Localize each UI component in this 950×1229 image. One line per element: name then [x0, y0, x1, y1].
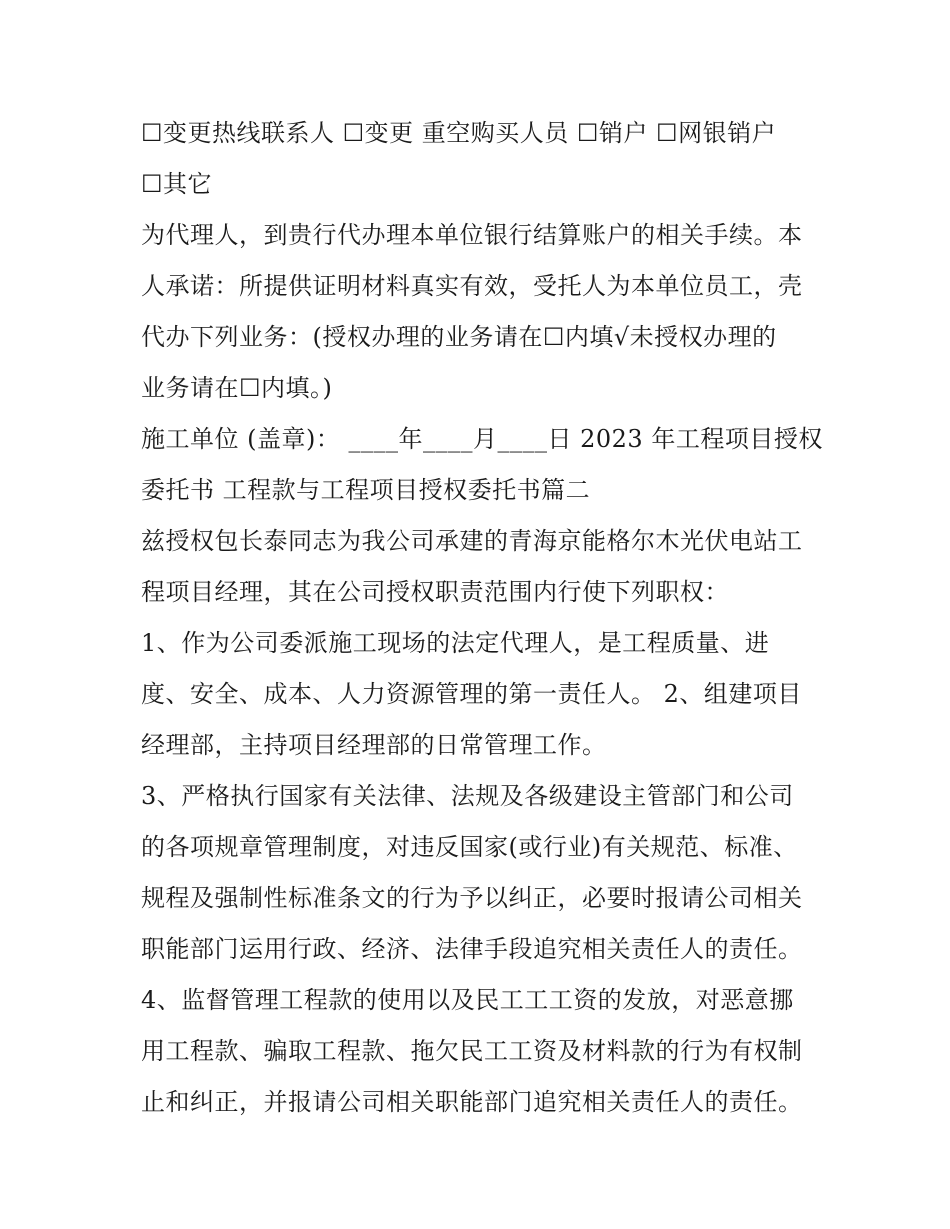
text-line: 施工单位 (盖章)： ____年____月____日 2023 年工程项目授权 [141, 425, 823, 453]
text-line: 经理部，主持项目经理部的日常管理工作。 [141, 731, 607, 759]
text-line: 代办下列业务：(授权办理的业务请在☐内填√未授权办理的 [141, 323, 777, 351]
text-line: 业务请在☐内填。) [141, 374, 333, 402]
text-line: ☐其它 [141, 170, 213, 198]
text-line: 规程及强制性标准条文的行为予以纠正，必要时报请公司相关 [141, 884, 803, 912]
text-line: 为代理人，到贵行代办理本单位银行结算账户的相关手续。本 [141, 221, 803, 249]
text-line: 止和纠正，并报请公司相关职能部门追究相关责任人的责任。 [141, 1088, 803, 1116]
text-line: 职能部门运用行政、经济、法律手段追究相关责任人的责任。 [141, 935, 803, 963]
text-line: 兹授权包长泰同志为我公司承建的青海京能格尔木光伏电站工 [141, 527, 803, 555]
text-line: 3、严格执行国家有关法律、法规及各级建设主管部门和公司 [141, 782, 794, 810]
text-line: 1、作为公司委派施工现场的法定代理人，是工程质量、进 [141, 629, 770, 657]
text-line: ☐变更热线联系人 ☐变更 重空购买人员 ☐销户 ☐网银销户 [141, 119, 777, 147]
text-line: 用工程款、骗取工程款、拖欠民工工资及材料款的行为有权制 [141, 1037, 803, 1065]
document-body [141, 108, 821, 1128]
text-line: 度、安全、成本、人力资源管理的第一责任人。 2、组建项目 [141, 680, 802, 708]
text-line: 4、监督管理工程款的使用以及民工工工资的发放，对恶意挪 [141, 986, 794, 1014]
text-line: 的各项规章管理制度，对违反国家(或行业)有关规范、标准、 [141, 833, 798, 861]
text-line: 委托书 工程款与工程项目授权委托书篇二 [141, 476, 591, 504]
text-line: 程项目经理，其在公司授权职责范围内行使下列职权： [141, 578, 729, 606]
text-line: 人承诺：所提供证明材料真实有效，受托人为本单位员工，壳 [141, 272, 803, 300]
